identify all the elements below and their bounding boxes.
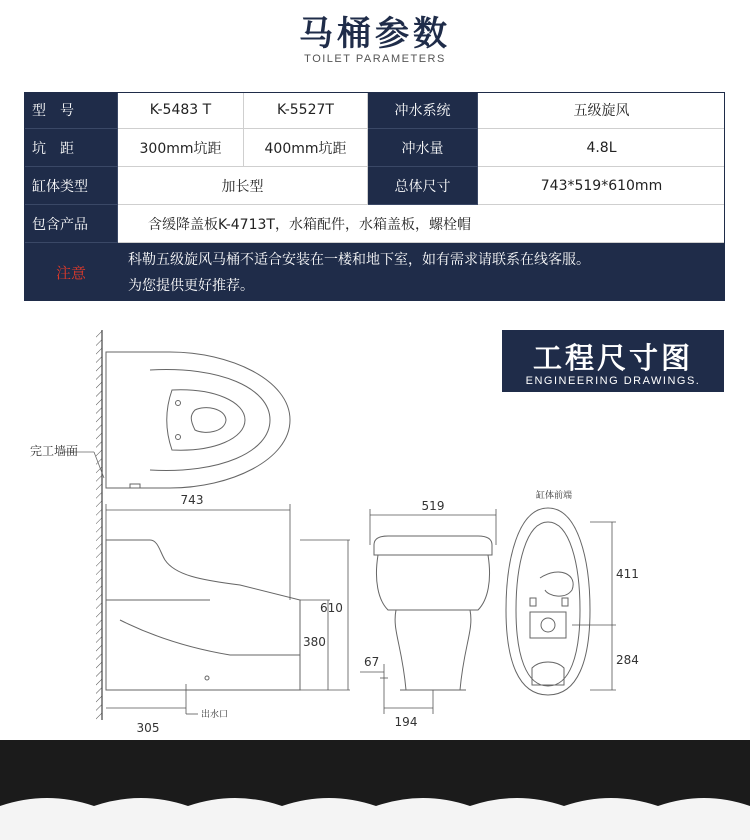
label-included: 包含产品 [24,205,118,243]
value-included: 含缓降盖板K-4713T，水箱配件，水箱盖板，螺栓帽 [118,205,725,243]
front-view [374,536,492,690]
label-rough-in: 坑 距 [24,129,118,167]
engineering-title: 工程尺寸图 [532,341,693,375]
value-overall-size: 743*519*610mm [478,167,725,205]
dim-284: 284 [616,653,639,667]
dim-67: 67 [364,655,380,669]
dim-305: 305 [136,721,160,735]
label-notice: 注意 [24,243,119,301]
dim-411: 411 [616,567,639,581]
label-flush-system: 冲水系统 [368,92,478,129]
front-label: 缸体前端 [536,491,573,501]
page-title: 马桶参数 [299,14,451,54]
dim-380: 380 [303,635,326,649]
wall-label: 完工墙面 [30,444,79,458]
label-model: 型 号 [24,92,118,129]
value-model-b: K-5527T [244,92,368,129]
label-overall-size: 总体尺寸 [368,167,478,205]
value-model-a: K-5483 T [118,92,244,129]
dim-line-743 [106,504,290,600]
dim-line-610-380 [300,540,350,690]
dim-194: 194 [394,715,418,729]
dim-line-411-284 [572,522,616,690]
dim-610: 610 [320,601,343,615]
parameter-table [24,92,725,301]
dim-519: 519 [421,499,445,513]
dim-743: 743 [180,493,204,507]
notice-line-2: 为您提供更好推荐。 [128,278,254,294]
value-rough-in-b: 400mm坑距 [244,129,368,167]
notice-text [118,243,725,301]
top-view [106,352,290,488]
value-bowl-type: 加长型 [118,167,368,205]
label-bowl-type: 缸体类型 [24,167,118,205]
value-rough-in-a: 300mm坑距 [118,129,244,167]
parameters-header [0,0,750,80]
value-flush-volume: 4.8L [478,129,725,167]
value-flush-system: 五级旋风 [478,92,725,129]
engineering-drawing [0,300,750,750]
notice-line-1: 科勒五级旋风马桶不适合安装在一楼和地下室，如有需求请联系在线客服。 [128,252,590,268]
label-flush-volume: 冲水量 [368,129,478,167]
footer-band [0,740,750,840]
dim-line-305 [106,684,186,714]
side-view [106,540,300,690]
dim-line-519 [370,509,496,545]
dim-line-194 [384,690,433,714]
page-subtitle: TOILET PARAMETERS [304,53,446,65]
bottom-view [506,508,590,695]
finished-wall [62,330,104,720]
engineering-subtitle: ENGINEERING DRAWINGS. [525,375,701,387]
outlet-label: 出水口 [201,710,229,720]
